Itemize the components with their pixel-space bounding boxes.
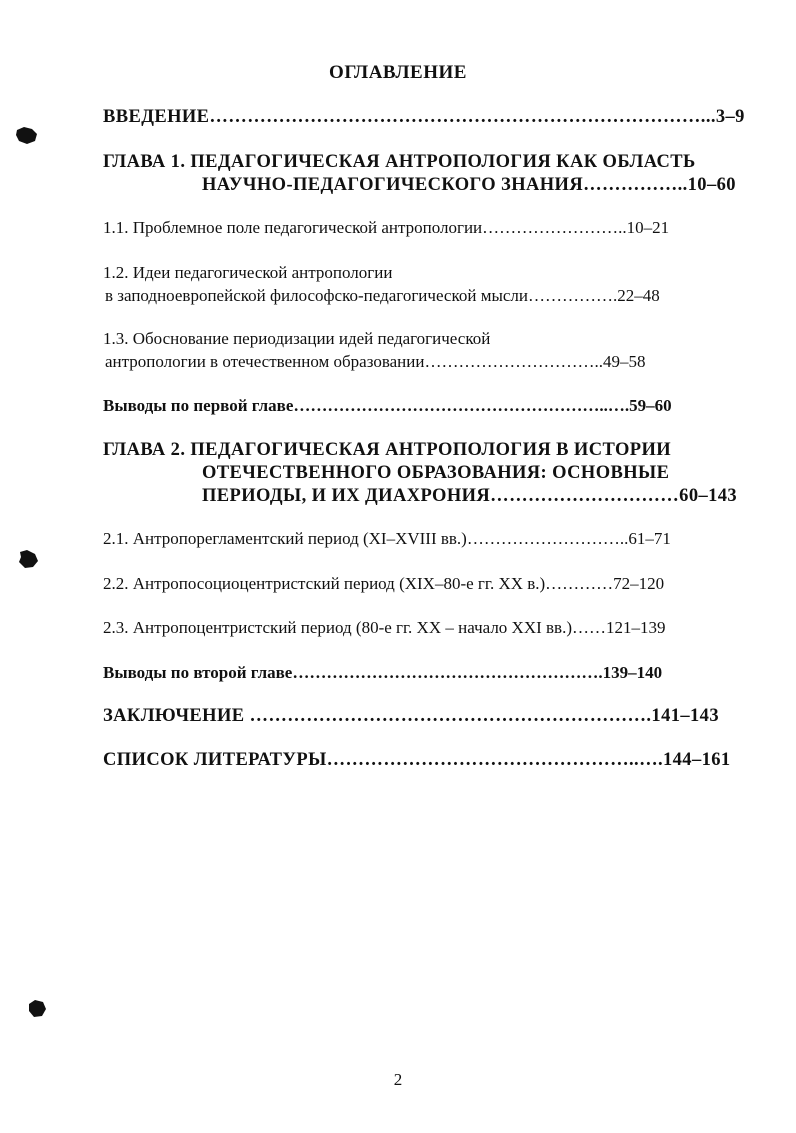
- toc-chapter-2-heading-line-1[interactable]: ГЛАВА 2. ПЕДАГОГИЧЕСКАЯ АНТРОПОЛОГИЯ В ИСТОРИИ: [103, 440, 672, 460]
- toc-section-1-2-line-1[interactable]: 1.2. Идеи педагогической антропологии: [103, 263, 393, 282]
- toc-chapter-2-conclusions[interactable]: Выводы по второй главе……………………………………………….139–140: [103, 663, 663, 682]
- toc-section-1-3-line-2[interactable]: антропологии в отечественном образовании…………………………..49–58: [105, 352, 646, 371]
- toc-section-2-1[interactable]: 2.1. Антропорегламентский период (XI–XVIII вв.)………………………..61–71: [103, 529, 671, 548]
- toc-chapter-1-conclusions[interactable]: Выводы по первой главе………………………………………………..….59–60: [103, 396, 672, 415]
- toc-section-1-2-line-2[interactable]: в заподноевропейской философско-педагогической мысли…………….22–48: [105, 286, 660, 305]
- toc-entry-bibliography[interactable]: СПИСОК ЛИТЕРАТУРЫ…………………………………………..….144–161: [103, 750, 731, 770]
- ink-blot-icon: [14, 124, 40, 146]
- toc-entry-introduction[interactable]: ВВЕДЕНИЕ……………………………………………………………………...3–9: [103, 107, 745, 127]
- toc-chapter-2-heading-line-2[interactable]: ОТЕЧЕСТВЕННОГО ОБРАЗОВАНИЯ: ОСНОВНЫЕ: [202, 463, 670, 483]
- toc-entry-conclusion[interactable]: ЗАКЛЮЧЕНИЕ ……………………………………………………….141–143: [103, 706, 719, 726]
- page-number: 2: [393, 1070, 403, 1089]
- ink-blot-icon: [16, 548, 40, 570]
- toc-chapter-2-heading-line-3[interactable]: ПЕРИОДЫ, И ИХ ДИАХРОНИЯ…………………………60–143: [202, 486, 738, 506]
- toc-section-1-3-line-1[interactable]: 1.3. Обоснование периодизации идей педагогической: [103, 329, 491, 348]
- toc-chapter-1-heading-line-1[interactable]: ГЛАВА 1. ПЕДАГОГИЧЕСКАЯ АНТРОПОЛОГИЯ КАК ОБЛАСТЬ: [103, 152, 696, 172]
- toc-section-2-3[interactable]: 2.3. Антропоцентристский период (80-е гг. XX – начало XXI вв.)……121–139: [103, 618, 666, 637]
- toc-section-2-2[interactable]: 2.2. Антропосоциоцентристский период (XIX–80-е гг. XX в.)…………72–120: [103, 574, 665, 593]
- ink-blot-icon: [26, 998, 48, 1020]
- page-title: ОГЛАВЛЕНИЕ: [329, 62, 467, 83]
- toc-section-1-1[interactable]: 1.1. Проблемное поле педагогической антропологии……………………..10–21: [103, 218, 670, 237]
- toc-chapter-1-heading-line-2[interactable]: НАУЧНО-ПЕДАГОГИЧЕСКОГО ЗНАНИЯ……………..10–60: [202, 175, 736, 195]
